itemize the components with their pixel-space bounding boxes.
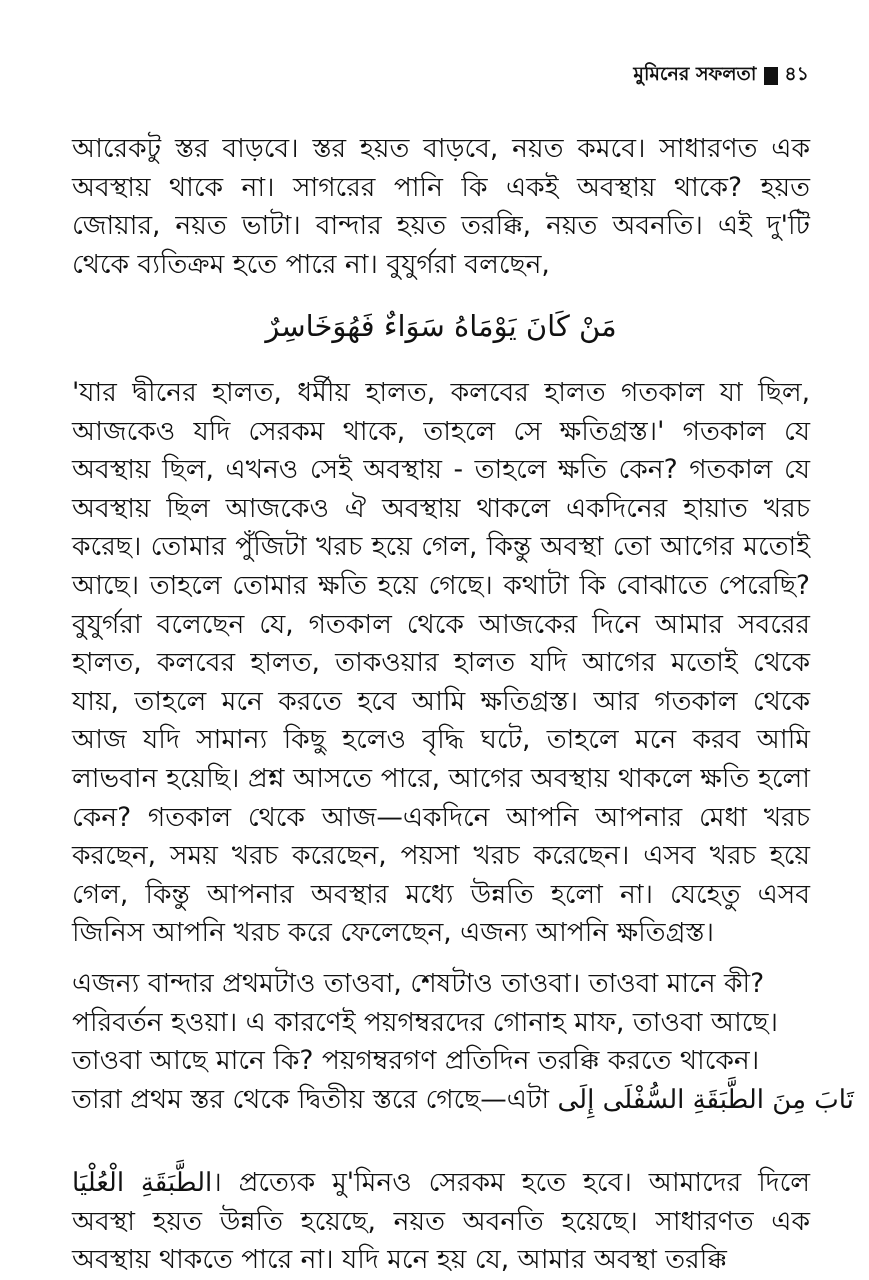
paragraph-2: 'যার দ্বীনের হালত, ধর্মীয় হালত, কলবের হালত গতকাল যা ছিল, আজকেও যদি সেরকম থাকে, তাহলে সে ক্ষতিগ্রস্ত।' গতকাল যে অবস্থায় ছিল, এখনও সেই অবস্থায় - তাহলে ক্ষতি কেন? গতকাল যে অবস্থায় ছিল আজকেও ঐ অবস্থায় থাকলে একদিনের হায়াত খরচ করেছ। তোমার পুঁজিটা খরচ হয়ে গেল, কিন্তু অবস্থা তো আগের মতোই আছে। তাহলে তোমার ক্ষতি হয়ে গেছে। কথাটা কি বোঝাতে পেরেছি? বুযুর্গরা বলেছেন যে, গতকাল থেকে আজকের দিনে আমার সবরের হালত, কলবের হালত, তাকওয়ার হালত যদি আগের মতোই থেকে যায়, তাহলে মনে করতে হবে আমি ক্ষতিগ্রস্ত। আর গতকাল থেকে আজ যদি সামান্য কিছু হলেও বৃদ্ধি ঘটে, তাহলে মনে করব আমি লাভবান হয়েছি। প্রশ্ন আসতে পারে, আগের অবস্থায় থাকলে ক্ষতি হলো কেন? গতকাল থেকে আজ—একদিনে আপনি আপনার মেধা খরচ করছেন, সময় খরচ করেছেন, পয়সা খরচ করেছেন। এসব খরচ হয়ে গেল, কিন্তু আপনার অবস্থার মধ্যে উন্নতি হলো না। যেহেতু এসব জিনিস আপনি খরচ করে ফেলেছেন, এজন্য আপনি ক্ষতিগ্রস্ত।	[72, 377, 810, 949]
header-block-ornament	[764, 67, 778, 85]
paragraph-3-line-4	[72, 1081, 854, 1120]
running-title: মুমিনের সফলতা	[633, 63, 757, 85]
paragraph-3	[72, 965, 854, 1119]
paragraph-1: আরেকটু স্তর বাড়বে। স্তর হয়ত বাড়বে, নয়ত কমবে। সাধারণত এক অবস্থায় থাকে না। সাগরের পানি কি একই অবস্থায় থাকে? হয়ত জোয়ার, নয়ত ভাটা। বান্দার হয়ত তরক্কি, নয়ত অবনতি। এই দু'টি থেকে ব্যতিক্রম হতে পারে না। বুযুর্গরা বলছেন,	[72, 133, 810, 280]
page-number: ৪১	[784, 63, 809, 85]
inline-arabic-phrase-2: الطَّبَقَةِ الْعُلْيَا	[72, 1168, 213, 1198]
paragraph-3-line-2: পরিবর্তন হওয়া। এ কারণেই পয়গম্বরদের গোনাহ মাফ, তাওবা আছে।	[72, 1006, 778, 1038]
paragraph-3-line-4-text: তারা প্রথম স্তর থেকে দ্বিতীয় স্তরে গেছে—এটা	[72, 1083, 550, 1115]
paragraph-3-line-3: তাওবা আছে মানে কি? পয়গম্বরগণ প্রতিদিন তরক্কি করতে থাকেন।	[72, 1045, 760, 1077]
arabic-quote: مَنْ كَانَ يَوْمَاهُ سَوَاءٌ فَهُوَخَاسِرٌ	[265, 309, 617, 343]
paragraph-4-text: । প্রত্যেক মু'মিনও সেরকম হতে হবে। আমাদের দিলে অবস্থা হয়ত উন্নতি হয়েছে, নয়ত অবনতি হয়েছে। সাধারণত এক অবস্থায় থাকতে পারে না। যদি মনে হয় যে, আমার অবস্থা তরক্কি	[72, 1167, 810, 1276]
paragraph-4	[72, 1164, 810, 1280]
running-header	[633, 60, 809, 92]
paragraph-3-line-1: এজন্য বান্দার প্রথমটাও তাওবা, শেষটাও তাওবা। তাওবা মানে কী?	[72, 968, 765, 999]
inline-arabic-phrase-1: تَابَ مِنَ الطَّبَقَةِ السُّفْلَى إِلَى	[557, 1084, 854, 1115]
